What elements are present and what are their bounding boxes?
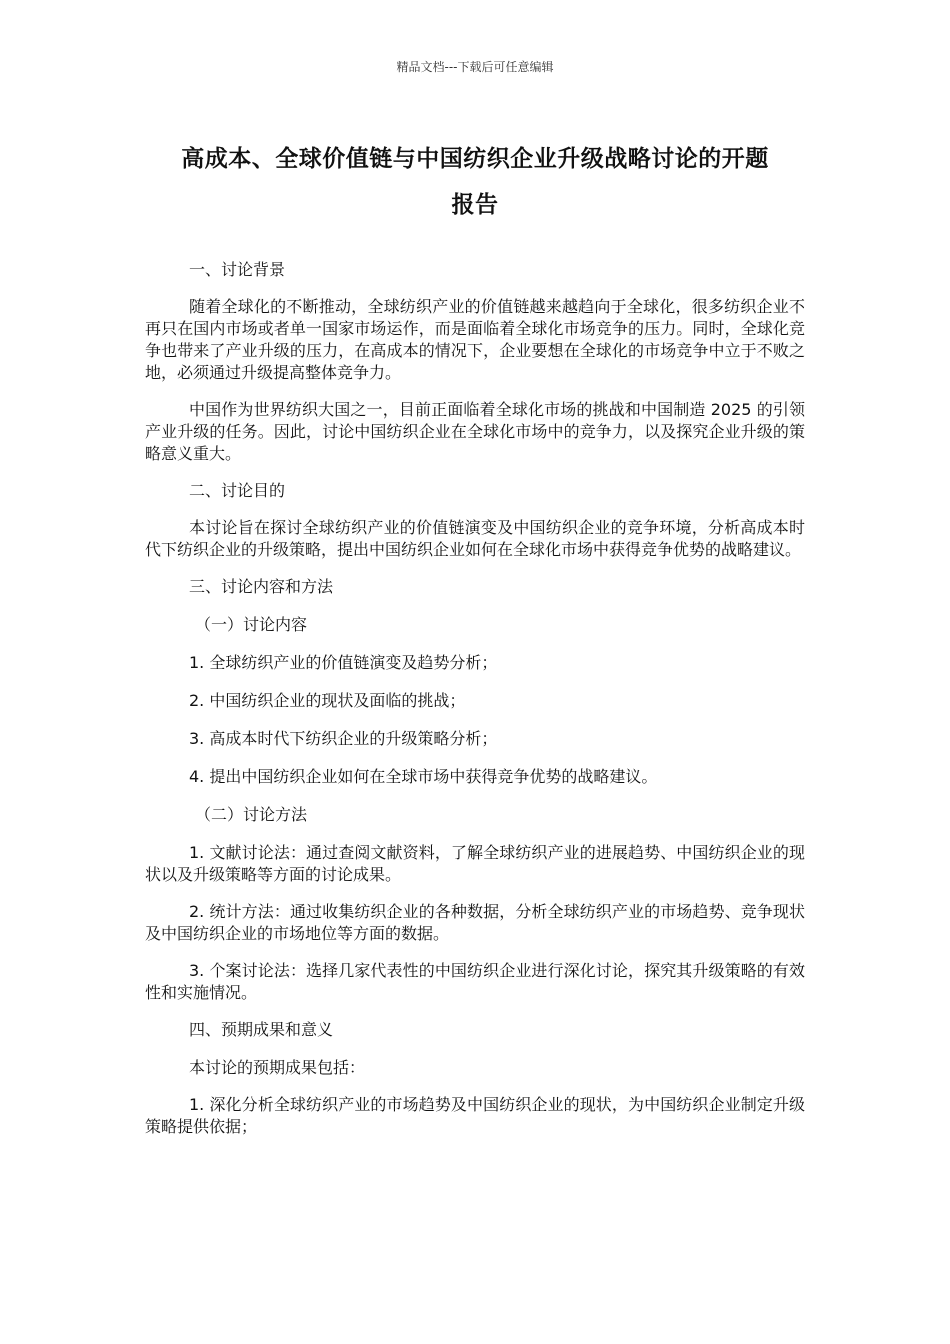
section-heading-purpose: 二、讨论目的 <box>189 481 286 500</box>
section-heading-expected-results: 四、预期成果和意义 <box>189 1020 334 1039</box>
section-heading-background: 一、讨论背景 <box>189 260 286 279</box>
list-item-content-1: 1. 全球纺织产业的价值链演变及趋势分析； <box>189 653 498 672</box>
list-item-content-3: 3. 高成本时代下纺织企业的升级策略分析； <box>189 729 498 748</box>
list-item-method-3: 3. 个案讨论法：选择几家代表性的中国纺织企业进行深化讨论，探究其升级策略的有效性和实施情况。 <box>145 961 805 1002</box>
subheading-content: （一）讨论内容 <box>195 615 308 634</box>
list-item-result-1: 1. 深化分析全球纺织产业的市场趋势及中国纺织企业的现状，为中国纺织企业制定升级策略提供依据； <box>145 1095 805 1136</box>
document-title <box>145 136 805 228</box>
list-item-method-1: 1. 文献讨论法：通过查阅文献资料，了解全球纺织产业的进展趋势、中国纺织企业的现状以及升级策略等方面的讨论成果。 <box>145 843 805 884</box>
list-item-content-4: 4. 提出中国纺织企业如何在全球市场中获得竞争优势的战略建议。 <box>189 767 658 786</box>
title-line-1: 高成本、全球价值链与中国纺织企业升级战略讨论的开题 <box>181 146 769 172</box>
paragraph-purpose: 本讨论旨在探讨全球纺织产业的价值链演变及中国纺织企业的竞争环境，分析高成本时代下纺织企业的升级策略，提出中国纺织企业如何在全球化市场中获得竞争优势的战略建议。 <box>145 518 805 559</box>
subheading-methods: （二）讨论方法 <box>195 805 308 824</box>
page-header: 精品文档---下载后可任意编辑 <box>396 60 554 74</box>
paragraph-expected-intro: 本讨论的预期成果包括： <box>189 1058 366 1077</box>
title-line-2: 报告 <box>451 192 499 218</box>
document-body <box>145 259 805 1153</box>
list-item-method-2: 2. 统计方法：通过收集纺织企业的各种数据，分析全球纺织产业的市场趋势、竞争现状及中国纺织企业的市场地位等方面的数据。 <box>145 902 805 943</box>
list-item-content-2: 2. 中国纺织企业的现状及面临的挑战； <box>189 691 466 710</box>
paragraph-background-1: 随着全球化的不断推动，全球纺织产业的价值链越来越趋向于全球化，很多纺织企业不再只在国内市场或者单一国家市场运作，而是面临着全球化市场竞争的压力。同时，全球化竞争也带来了产业升级的压力，在高成本的情况下，企业要想在全球化的市场竞争中立于不败之地，必须通过升级提高整体竞争力。 <box>145 297 805 382</box>
section-heading-content-methods: 三、讨论内容和方法 <box>189 577 334 596</box>
paragraph-background-2: 中国作为世界纺织大国之一，目前正面临着全球化市场的挑战和中国制造 2025 的引领产业升级的任务。因此，讨论中国纺织企业在全球化市场中的竞争力，以及探究企业升级的策略意义重大。 <box>145 400 805 463</box>
